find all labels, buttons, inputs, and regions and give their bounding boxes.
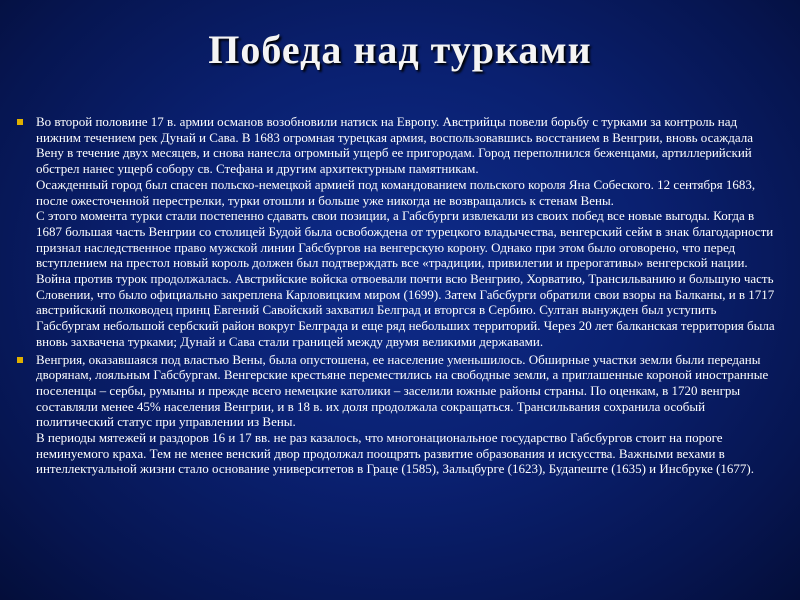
- paragraph: Во второй половине 17 в. армии османов возобновили натиск на Европу. Австрийцы повели борьбу с турками за контроль над нижним течением рек Дунай и Сава. В 1683 огромная турецкая армия, воспользовавшись восстанием в Венгрии, вновь осаждала Вену в течение двух месяцев, и снова нанесла огромный ущерб ее пригородам. Город переполнился беженцами, артиллерийский обстрел нанес ущерб собору св. Стефана и другим архитектурным памятникам.: [36, 114, 754, 177]
- paragraph: В периоды мятежей и раздоров 16 и 17 вв. не раз казалось, что многонациональное государство Габсбургов стоит на пороге неминуемого краха. Тем не менее венский двор продолжал поощрять развитие образования и искусства. Важными вехами в интеллектуальной жизни стало основание университетов в Граце (1585), Зальцбурге (1623), Будапеште (1635) и Инсбруке (1677).: [36, 430, 755, 477]
- paragraph: Осажденный город был спасен польско-немецкой армией под командованием польского короля Яна Собеского. 12 сентября 1683, после ожесточенной перестрелки, турки отошли и больше уже никогда не возвращались к стенам Вены.: [36, 176, 756, 208]
- slide-title: Победа над турками: [208, 27, 592, 72]
- paragraph: Венгрия, оказавшаяся под властью Вены, была опустошена, ее население уменьшилось. Обширные участки земли были переданы дворянам, лояльным Габсбургам. Венгерские крестьяне переместились на свободные земли, а приглашенные короной иностранные поселенцы – сербы, румыны и прежде всего немецкие католики – заселили южные районы страны. По оценкам, в 1720 венгры составляли менее 45% населения Венгрии, и в 18 в. их доля продолжала сокращаться. Трансильвания сохранила особый политический статус при управлении из Вены.: [36, 351, 769, 430]
- square-bullet-icon: [17, 357, 23, 363]
- slide-body: [14, 114, 780, 477]
- bullet-item: [14, 352, 780, 478]
- paragraph: С этого момента турки стали постепенно сдавать свои позиции, а Габсбурги извлекали из своих побед все новые выгоды. Когда в 1687 большая часть Венгрии со столицей Будой была освобождена от турецкого владычества, венгерский сейм в знак благодарности признал наследственное право мужской линии Габсбургов на венгерскую корону. Однако при этом было оговорено, что перед вступлением на престол новый король должен был подтверждать все «традиции, привилегии и прерогативы» венгерской нации. Война против турок продолжалась. Австрийские войска отвоевали почти всю Венгрию, Хорватию, Трансильванию и большую часть Словении, что было официально закреплена Карловицким миром (1699). Затем Габсбурги обратили свои взоры на Балканы, и в 1717 австрийский полководец принц Евгений Савойский захватил Белград и вторгся в Сербию. Султан вынужден был уступить Габсбургам небольшой сербский район вокруг Белграда и еще ряд небольших территорий. Через 20 лет балканская территория была вновь захвачена турками; Дунай и Сава стали границей между двумя великими державами.: [36, 208, 775, 349]
- bullet-item: [14, 114, 780, 350]
- square-bullet-icon: [17, 119, 23, 125]
